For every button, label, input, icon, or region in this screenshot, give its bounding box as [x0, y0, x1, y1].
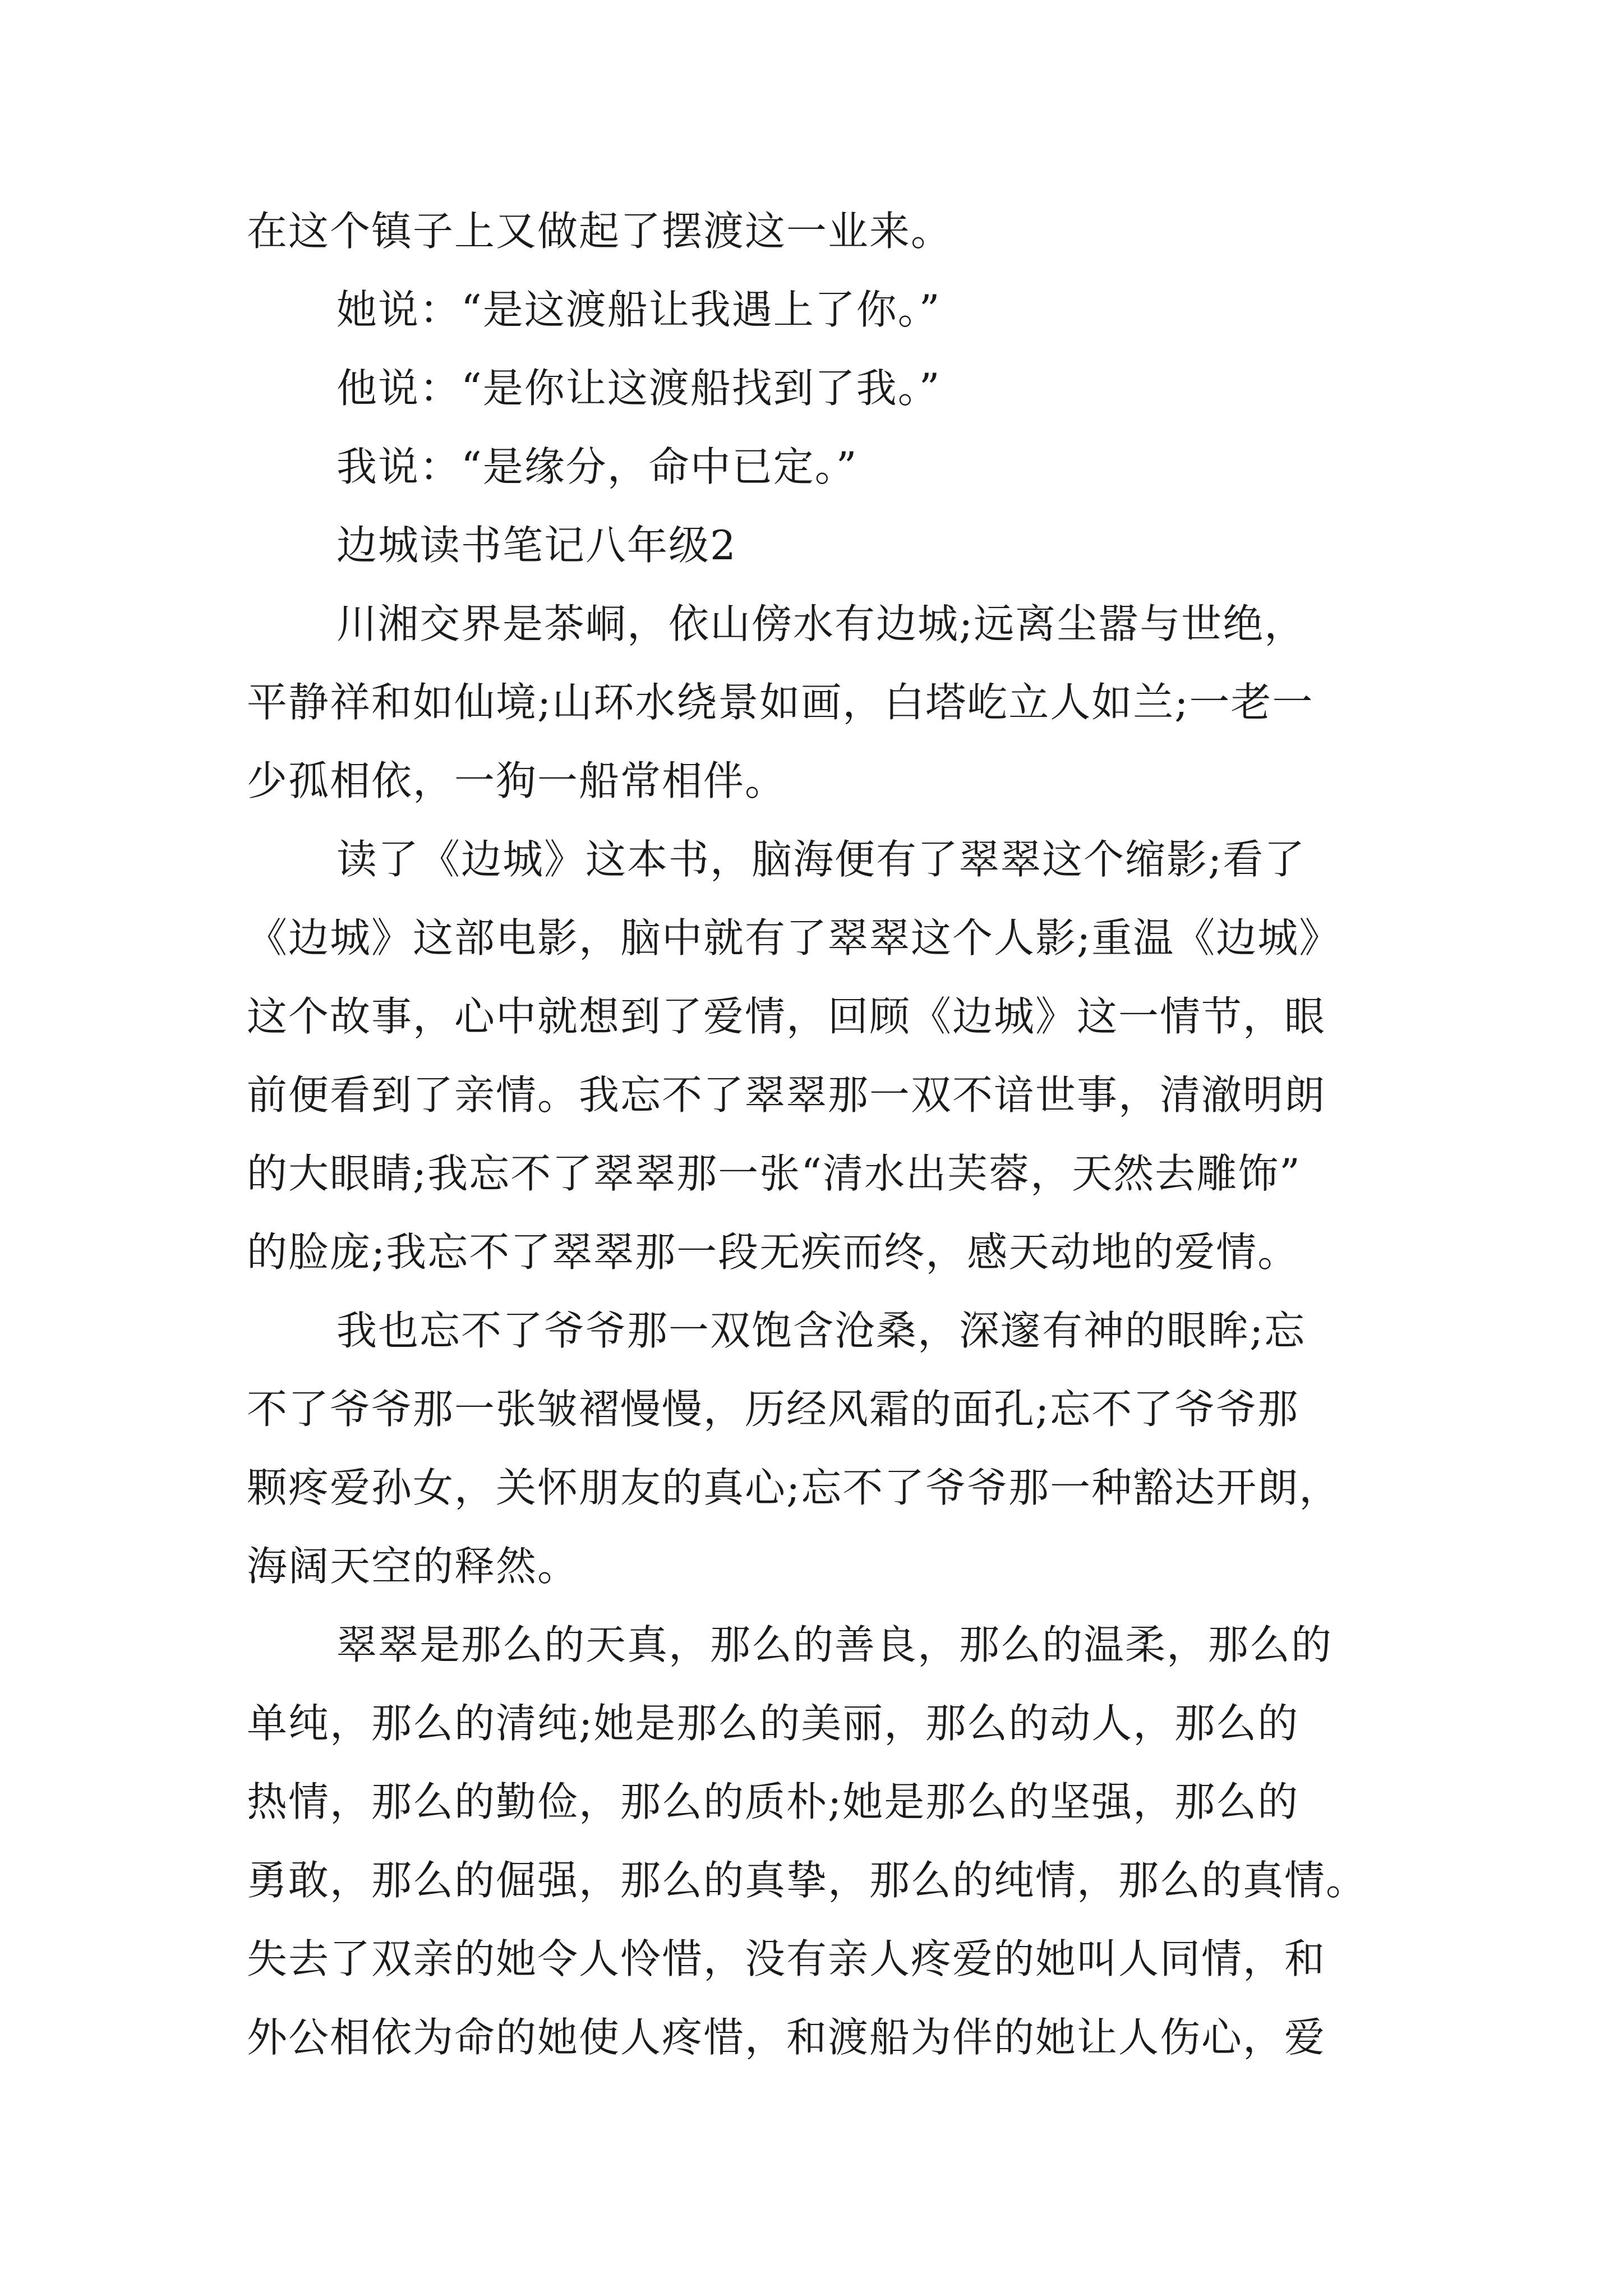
text-line: 外公相依为命的她使人疼惜，和渡船为伴的她让人伤心，爱	[247, 2014, 1326, 2061]
text-line: 不了爷爷那一张皱褶慢慢，历经风霜的面孔;忘不了爷爷那	[247, 1386, 1299, 1433]
text-line: 她说：“是这渡船让我遇上了你。”	[336, 286, 941, 333]
text-line: 我说：“是缘分，命中已定。”	[336, 443, 858, 490]
text-line: 的大眼睛;我忘不了翠翠那一张“清水出芙蓉，天然去雕饰”	[247, 1150, 1301, 1197]
text-line: 海阔天空的释然。	[247, 1543, 579, 1590]
text-line: 失去了双亲的她令人怜惜，没有亲人疼爱的她叫人同情，和	[247, 1935, 1326, 1982]
text-line: 前便看到了亲情。我忘不了翠翠那一双不谙世事，清澈明朗	[247, 1071, 1326, 1119]
text-line: 单纯，那么的清纯;她是那么的美丽，那么的动人，那么的	[247, 1700, 1299, 1747]
text-line: 他说：“是你让这渡船找到了我。”	[336, 365, 941, 412]
text-line: 我也忘不了爷爷那一双饱含沧桑，深邃有神的眼眸;忘	[336, 1307, 1306, 1354]
document-body	[247, 205, 1396, 2090]
text-line: 热情，那么的勤俭，那么的质朴;她是那么的坚强，那么的	[247, 1778, 1299, 1825]
text-line: 少孤相依，一狗一船常相伴。	[247, 757, 787, 804]
text-line: 读了《边城》这本书，脑海便有了翠翠这个缩影;看了	[336, 836, 1306, 883]
section-heading: 边城读书笔记八年级2	[336, 522, 737, 569]
text-line: 翠翠是那么的天真，那么的善良，那么的温柔，那么的	[336, 1621, 1333, 1668]
text-line: 颗疼爱孙女，关怀朋友的真心;忘不了爷爷那一种豁达开朗，	[247, 1464, 1341, 1511]
text-line: 川湘交界是茶峒，依山傍水有边城;远离尘嚣与世绝，	[336, 600, 1306, 647]
text-line: 的脸庞;我忘不了翠翠那一段无疾而终，感天动地的爱情。	[247, 1228, 1299, 1276]
text-line: 在这个镇子上又做起了摆渡这一业来。	[247, 208, 953, 255]
text-line: 《边城》这部电影，脑中就有了翠翠这个人影;重温《边城》	[247, 914, 1341, 961]
text-line: 勇敢，那么的倔强，那么的真挚，那么的纯情，那么的真情。	[247, 1857, 1368, 1904]
text-line: 平静祥和如仙境;山环水绕景如画，白塔屹立人如兰;一老一	[247, 679, 1314, 726]
text-line: 这个故事，心中就想到了爱情，回顾《边城》这一情节，眼	[247, 993, 1326, 1040]
